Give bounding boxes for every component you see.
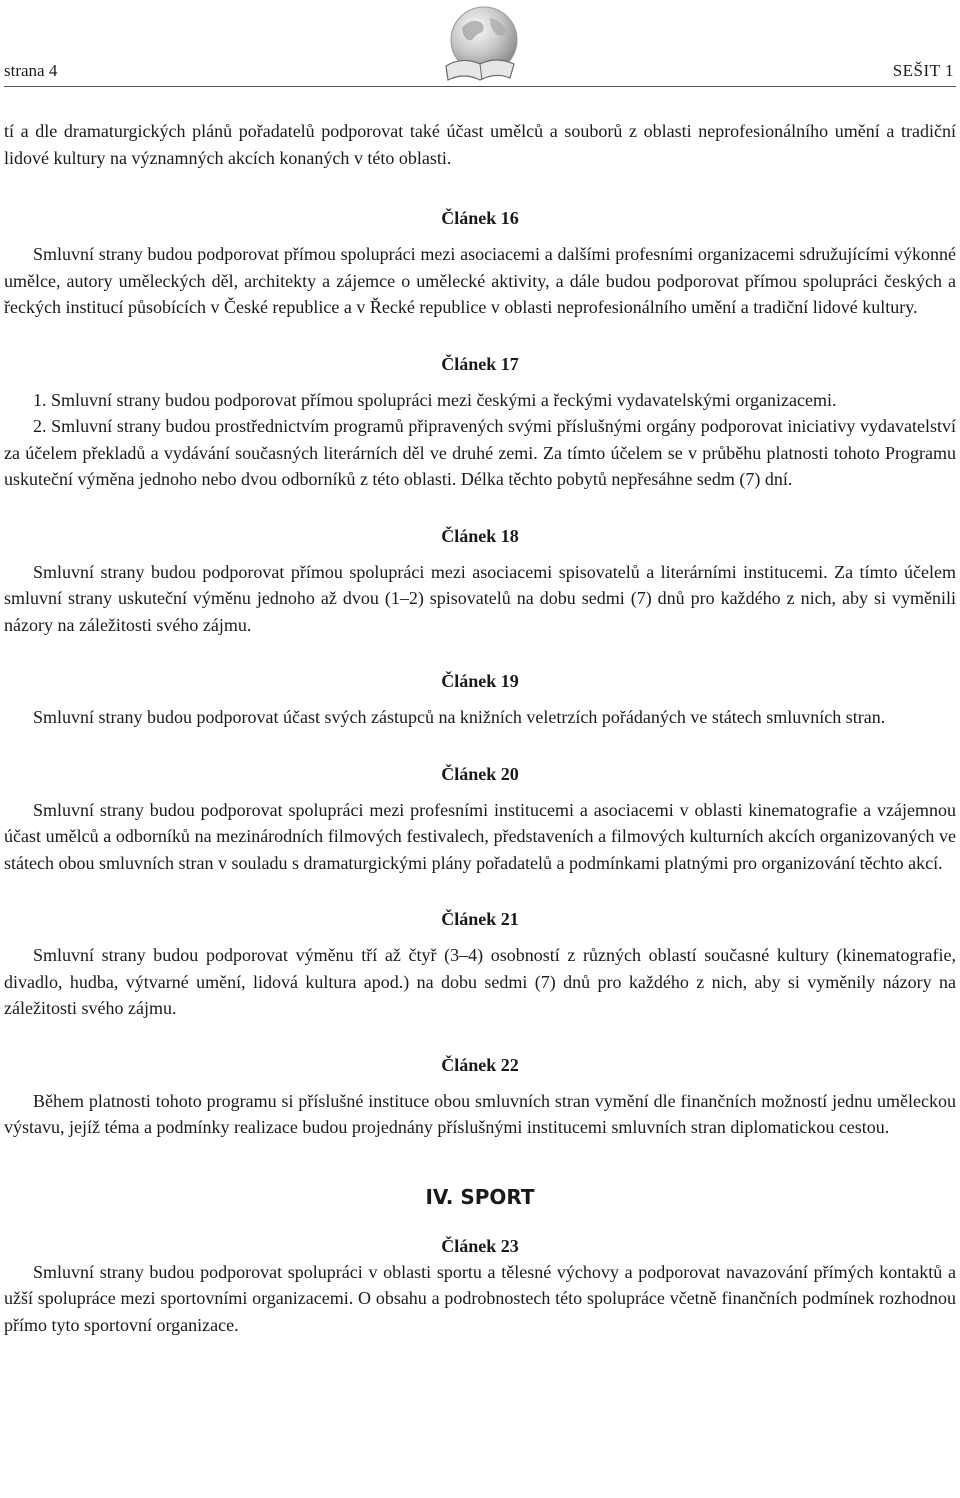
intro-paragraph: tí a dle dramaturgických plánů pořadatelů podporovat také účast umělců a souborů z oblasti neprofesionálního umění a tradiční lidové kultury na významných akcích konaných v této oblasti. (4, 121, 956, 168)
section-sport-heading: IV. SPORT (425, 1184, 535, 1209)
page-number: strana 4 (4, 61, 58, 80)
article-18-title: Článek 18 (441, 525, 519, 546)
article-20-text: Smluvní strany budou podporovat spolupráci mezi profesními institucemi a asociacemi v oblasti kinematografie a vzájemnou účast umělců a odborníků na mezinárodních filmových festivalech, představeních a filmových kulturních akcích organizovaných ve státech obou smluvních stran v souladu s dramaturgickými plány pořadatelů a podmínkami platnými pro organizování těchto akcí. (4, 799, 956, 873)
article-17-point-2: 2. Smluvní strany budou prostřednictvím programů připravených svými příslušnými orgány podporovat iniciativy vydavatelství za účelem překladů a vydávání současných literárních děl ve druhé zemi. Za tímto účelem se v průběhu platnosti tohoto Programu uskuteční výměna jednoho nebo dvou odborníků z této oblasti. Délka těchto pobytů nepřesáhne sedm (7) dní. (4, 416, 956, 489)
article-20-title: Článek 20 (441, 763, 519, 784)
page-header (0, 0, 960, 90)
article-21-text: Smluvní strany budou podporovat výměnu tří až čtyř (3–4) osobností z různých oblastí současné kultury (kinematografie, divadlo, hudba, výtvarné umění, lidová kultura apod.) na dobu sedmi (7) dnů pro každého z nich, aby si vyměnily názory na záležitosti svého zájmu. (4, 945, 956, 1018)
article-23-text: Smluvní strany budou podporovat spolupráci v oblasti sportu a tělesné výchovy a podporovat navazování přímých kontaktů a užší spolupráce mezi sportovními organizacemi. O obsahu a podrobnostech této spolupráce včetně finančních podmínek rozhodnou přímo tyto sportovní organizace. (4, 1261, 956, 1335)
article-19-text: Smluvní strany budou podporovat účast svých zástupců na knižních veletrzích pořádaných ve státech smluvních stran. (33, 707, 886, 727)
article-16-text: Smluvní strany budou podporovat přímou spolupráci mezi asociacemi a dalšími profesními organizacemi sdružujícími výkonné umělce, autory uměleckých děl, architekty a zájemce o umělecké aktivity, a dále budou podporovat přímou spolupráci českých a řeckých institucí působících v České republice a v Řecké republice v oblasti neprofesionálního umění a tradiční lidové kultury. (4, 244, 956, 317)
article-23-title: Článek 23 (441, 1235, 519, 1256)
article-22-title: Článek 22 (441, 1054, 519, 1075)
article-21-title: Článek 21 (441, 909, 519, 929)
globe-book-icon (440, 4, 524, 86)
article-19-title: Článek 19 (441, 671, 519, 691)
article-18-text: Smluvní strany budou podporovat přímou spolupráci mezi asociacemi spisovatelů a literárními institucemi. Za tímto účelem smluvní strany uskuteční výměnu jednoho až dvou (1–2) spisovatelů na dobu sedmi (7) dnů pro každého z nich, aby si vyměnili názory na záležitosti svého zájmu. (4, 561, 956, 635)
article-16-title: Článek 16 (441, 208, 519, 228)
header-rule (4, 86, 956, 87)
article-17-point-1: 1. Smluvní strany budou podporovat přímou spolupráci mezi českými a řeckými vydavatelskými organizacemi. (33, 389, 837, 410)
issue-label: SEŠIT 1 (892, 61, 954, 80)
article-17-title: Článek 17 (441, 353, 519, 374)
document-body (4, 118, 956, 1338)
article-22-text: Během platnosti tohoto programu si příslušné instituce obou smluvních stran vymění dle finančních možností jednu uměleckou výstavu, jejíž téma a podmínky realizace budou projednány příslušnými institucemi smluvních stran diplomatickou cestou. (4, 1090, 956, 1137)
